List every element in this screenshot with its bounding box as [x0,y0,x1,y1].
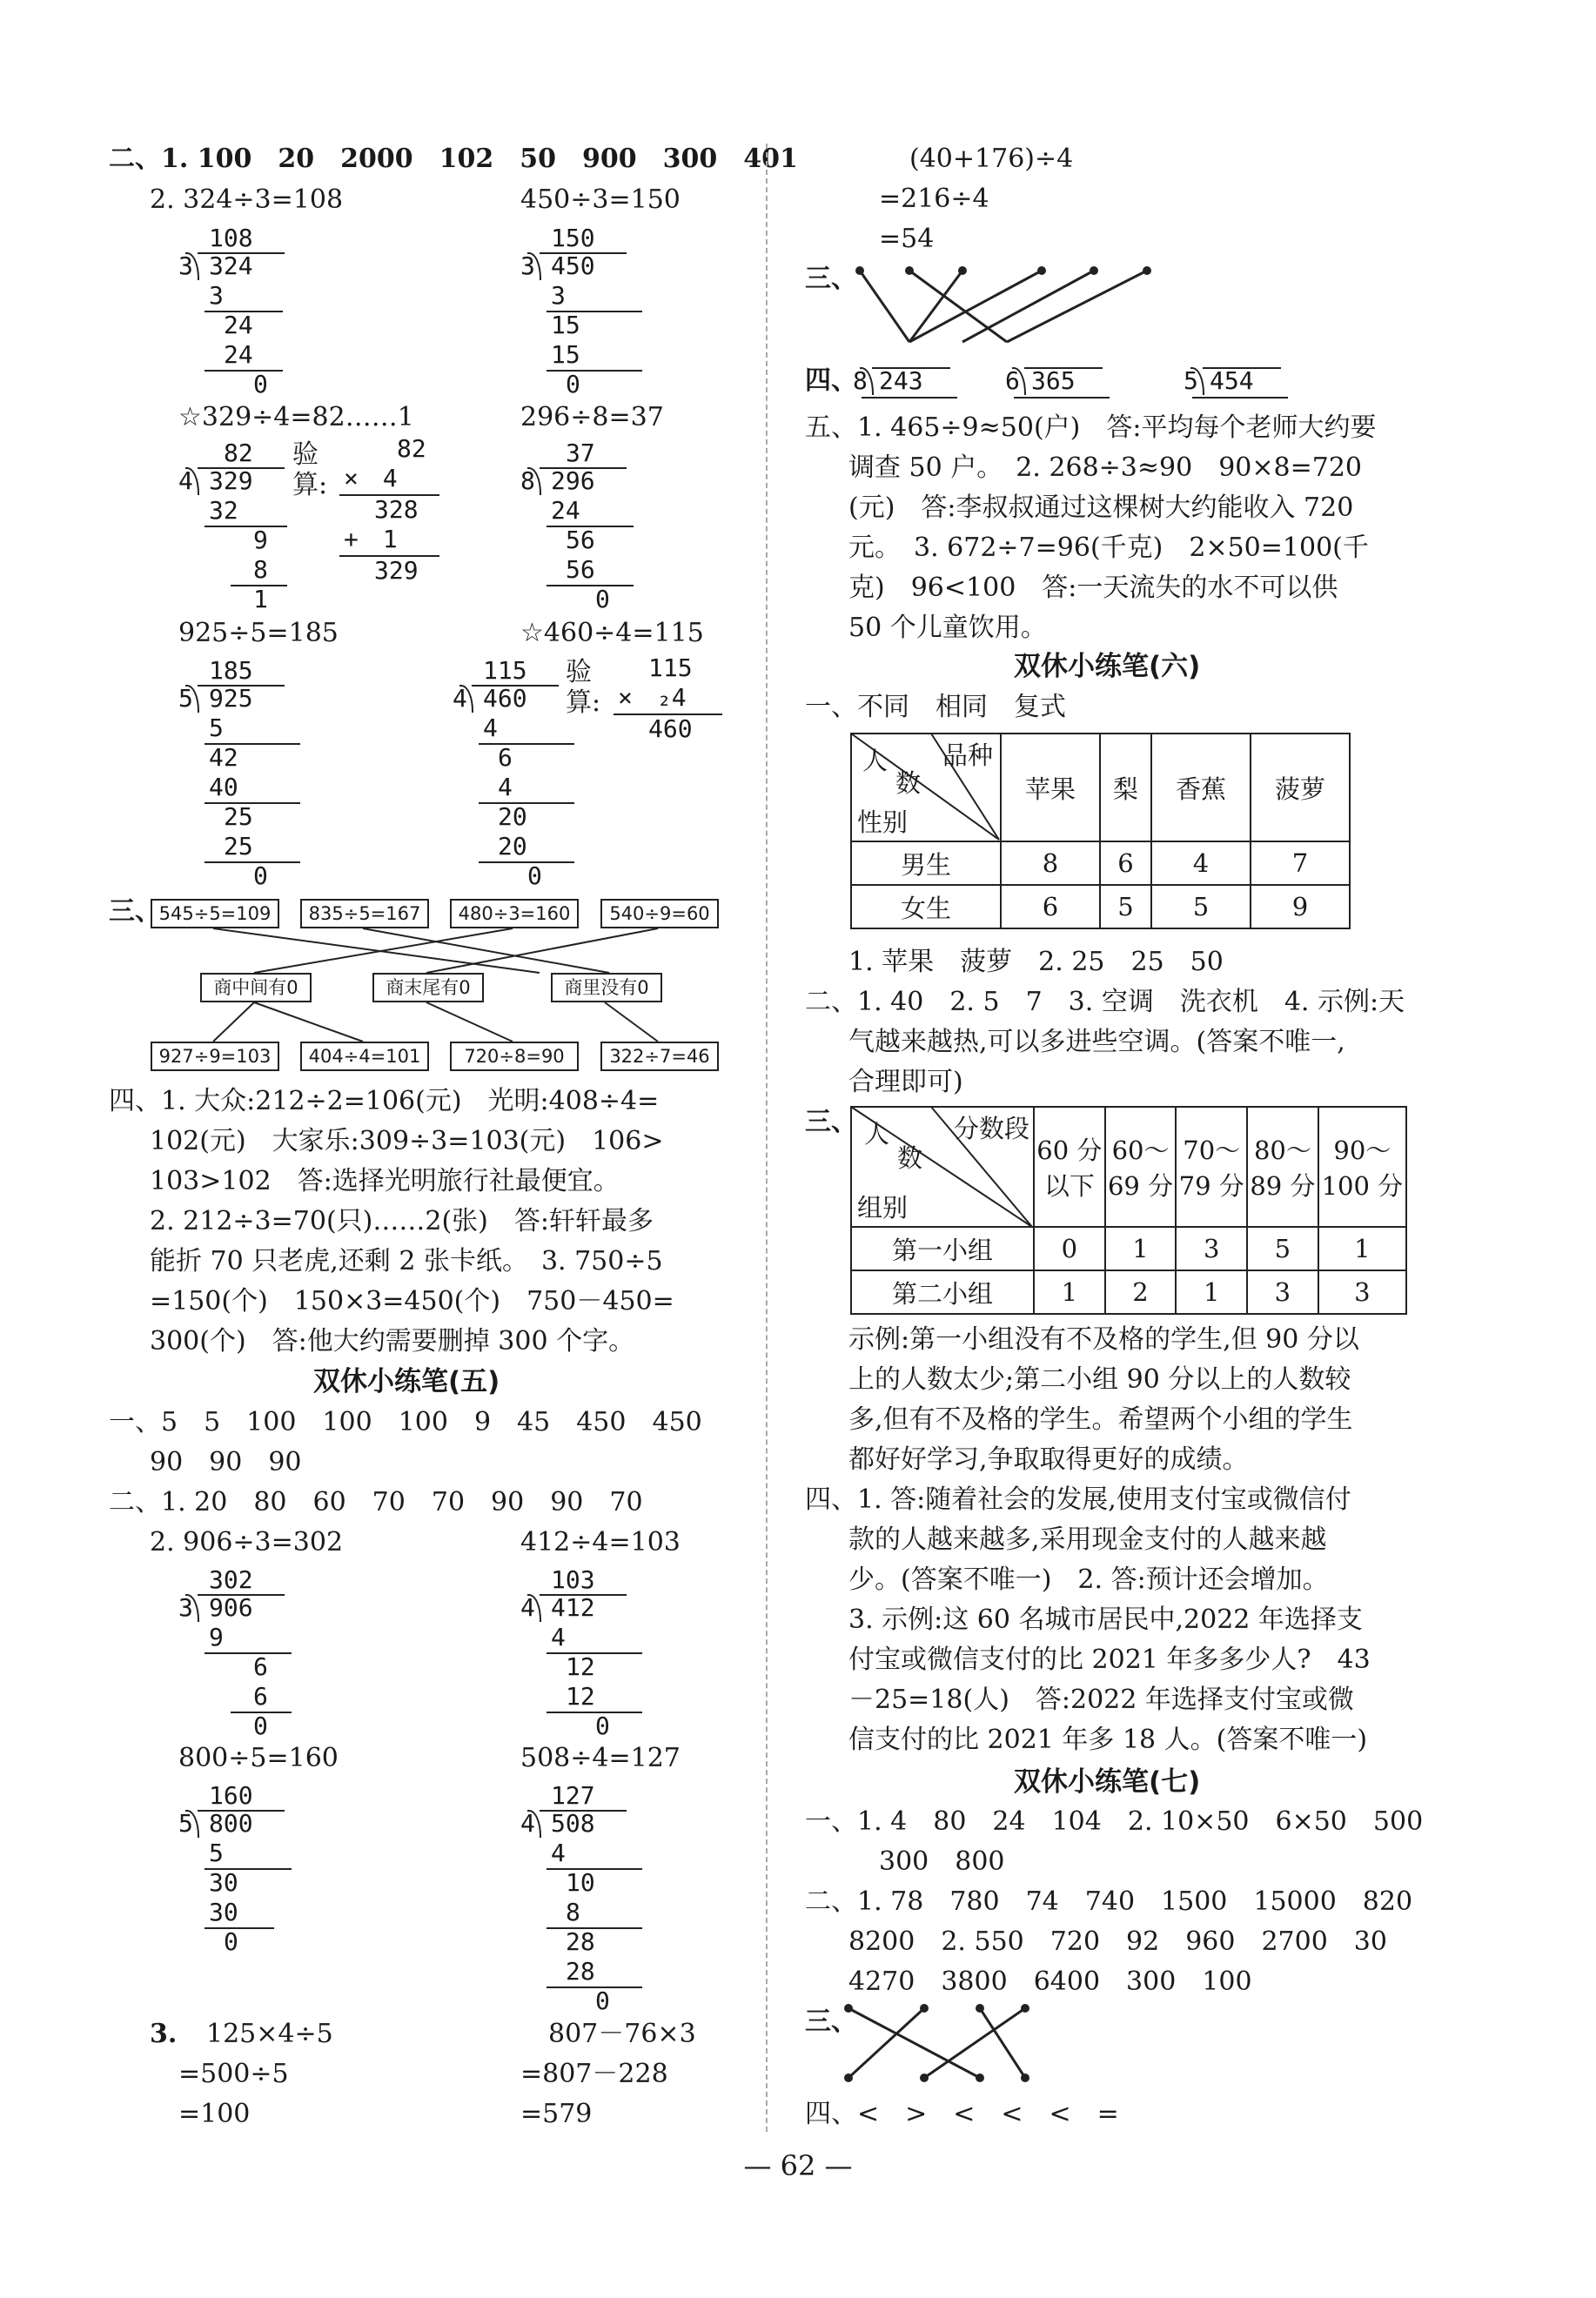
table-cell: 5 [1151,885,1251,928]
right-p6-s4: 付宝或微信支付的比 2021 年多多少人? 43 [848,1645,1371,1675]
match-mid-3: 商里没有0 [551,973,662,1002]
table-cell: 5 [1100,885,1151,928]
table-cell: 3 [1247,1270,1318,1314]
right-p7-s1: 300 800 [879,1846,1005,1877]
right-p7-s2: 二、1. 78 780 74 740 1500 15000 820 [805,1886,1413,1917]
match-mid-2: 商末尾有0 [372,973,484,1002]
right-s4-label: 四、 [805,365,857,396]
left-s4-line: 四、1. 大众:212÷2=106(元) 光明:408÷4= [109,1086,660,1116]
match-top-4: 540÷9=60 [600,899,719,928]
right-p6-s3-text: 示例:第一小组没有不及格的学生,但 90 分以 [848,1324,1359,1355]
table-header: 60 分 以下 [1034,1107,1105,1227]
left-p5-s3-a: =500÷5 [178,2059,289,2089]
table-row-label: 第二小组 [851,1270,1034,1314]
table-row-label: 第一小组 [851,1227,1034,1270]
left-p5-s3-a: =100 [178,2099,251,2129]
quotient: 108 [209,224,253,252]
left-s4-line: 2. 212÷3=70(只)……2(张) 答:轩轩最多 [150,1206,654,1236]
left-p5-eq-508: 508÷4=127 [520,1743,681,1773]
table-corner: 分数段 人 数 组别 [851,1107,1034,1227]
right-p6-s2: 二、1. 40 2. 5 7 3. 空调 洗衣机 4. 示例:天 [805,987,1405,1017]
table-cell: 2 [1105,1270,1177,1314]
match-top-3: 480÷3=160 [450,899,579,928]
right-p6-s3-text: 多,但有不及格的学生。希望两个小组的学生 [848,1404,1353,1435]
left-p5-s3-b: 807－76×3 [548,2019,696,2049]
right-s5-line: 五、1. 465÷9≈50(户) 答:平均每个老师大约要 [805,412,1377,443]
section-title-6: 双休小练笔(六) [1014,651,1201,682]
table-score-distribution [850,1106,1407,1315]
page-number: — 62 — [743,2149,853,2182]
match-mid-1: 商中间有0 [200,973,312,1002]
right-p7-s2: 4270 3800 6400 300 100 [848,1966,1252,1997]
left-p5-eq-412: 412÷4=103 [520,1527,681,1558]
table-cell: 1 [1105,1227,1177,1270]
right-p6-s1: 一、不同 相同 复式 [805,692,1066,722]
left-p5-s1: 一、5 5 100 100 100 9 45 450 450 [109,1407,702,1437]
right-p6-s2: 合理即可) [848,1067,963,1097]
left-p5-s1: 90 90 90 [150,1447,302,1477]
right-s5-line: 调查 50 户。 2. 268÷3≈90 90×8=720 [848,452,1362,483]
right-p6-s4: 信支付的比 2021 年多 18 人。(答案不唯一) [848,1725,1368,1755]
right-p6-s1-answer: 1. 苹果 菠萝 2. 25 25 50 [848,947,1224,977]
table-header: 菠萝 [1251,734,1350,841]
table-header: 70～ 79 分 [1176,1107,1247,1227]
left-s4-line: 能折 70 只老虎,还剩 2 张卡纸。 3. 750÷5 [150,1246,663,1276]
left-s4-line: 103>102 答:选择光明旅行社最便宜。 [150,1166,620,1196]
column-divider [766,144,768,2132]
table-fruit-preference [850,733,1351,929]
left-s2-eq-450: 450÷3=150 [520,184,681,215]
left-p5-s3-a: 125×4÷5 [206,2019,333,2049]
left-eq-296: 296÷8=37 [520,402,664,432]
right-p7-s2: 8200 2. 550 720 92 960 2700 30 [848,1926,1387,1957]
right-p7-s3-label: 三、 [805,2007,857,2037]
right-s5-line: 元。 3. 672÷7=96(千克) 2×50=100(千 [848,533,1369,563]
table-header: 苹果 [1001,734,1100,841]
right-p6-s4: －25=18(人) 答:2022 年选择支付宝或微 [848,1685,1354,1715]
left-s2-line1: 二、1. 100 20 2000 102 50 900 300 401 [109,144,798,174]
table-cell: 9 [1251,885,1350,928]
match-bottom-4: 322÷7=46 [600,1042,719,1071]
right-p7-s4: 四、< > < < < = [805,2099,1119,2129]
left-eq-925: 925÷5=185 [178,618,339,648]
table-row-label: 女生 [851,885,1001,928]
section-title-5: 双休小练笔(五) [313,1366,500,1397]
dividend: 324 [209,251,253,280]
table-cell: 6 [1100,841,1151,885]
left-p5-s3-b: =807－228 [520,2059,668,2089]
table-row-label: 男生 [851,841,1001,885]
right-cont: (40+176)÷4 [909,144,1074,174]
left-s2-eq-324: 2. 324÷3=108 [150,184,344,215]
match-bottom-3: 720÷8=90 [450,1042,579,1071]
section-title-7: 双休小练笔(七) [1014,1766,1201,1798]
left-s4-line: =150(个) 150×3=450(个) 750－450= [150,1286,674,1316]
left-p5-eq-800: 800÷5=160 [178,1743,339,1773]
table-cell: 6 [1001,885,1100,928]
table-header: 60～ 69 分 [1105,1107,1177,1227]
left-eq-460: ☆460÷4=115 [520,618,704,648]
left-eq-329: ☆329÷4=82……1 [178,402,414,432]
table-cell: 4 [1151,841,1251,885]
left-s4-line: 300(个) 答:他大约需要删掉 300 个字。 [150,1326,635,1357]
verify-label: 验 [292,439,319,470]
left-p5-s2: 二、1. 20 80 60 70 70 90 90 70 [109,1487,643,1517]
right-p6-s2: 气越来越热,可以多进些空调。(答案不唯一, [848,1027,1345,1057]
table-header: 80～ 89 分 [1247,1107,1318,1227]
match-bottom-2: 404÷4=101 [300,1042,429,1071]
right-p6-s4: 少。(答案不唯一) 2. 答:预计还会增加。 [848,1564,1329,1595]
right-s5-line: 50 个儿童饮用。 [848,613,1047,643]
left-p5-s3-num: 3. [150,2019,178,2049]
table-header: 香蕉 [1151,734,1251,841]
right-p6-s3-text: 上的人数太少;第二小组 90 分以上的人数较 [848,1364,1351,1395]
table-cell: 1 [1318,1227,1406,1270]
verify-label: 算: [566,687,601,718]
left-p5-s3-b: =579 [520,2099,593,2129]
right-s5-line: 克) 96<100 答:一天流失的水不可以供 [848,573,1338,603]
right-p6-s4: 四、1. 答:随着社会的发展,使用支付宝或微信付 [805,1484,1351,1515]
left-p5-eq-906: 2. 906÷3=302 [150,1527,344,1558]
right-p7-s1: 一、1. 4 80 24 104 2. 10×50 6×50 500 [805,1806,1424,1837]
table-cell: 0 [1034,1227,1105,1270]
verify-label: 验 [566,657,592,687]
right-s3-lines [860,271,1147,342]
table-cell: 1 [1034,1270,1105,1314]
right-p6-s3-label: 三、 [805,1107,857,1137]
table-cell: 3 [1318,1270,1406,1314]
match-bottom-1: 927÷9=103 [151,1042,279,1071]
match-top-2: 835÷5=167 [300,899,429,928]
right-p6-s3-text: 都好好学习,争取取得更好的成绩。 [848,1444,1249,1475]
match-top-1: 545÷5=109 [151,899,279,928]
table-cell: 8 [1001,841,1100,885]
table-cell: 7 [1251,841,1350,885]
right-p6-s4: 3. 示例:这 60 名城市居民中,2022 年选择支 [848,1605,1363,1635]
left-s4-line: 102(元) 大家乐:309÷3=103(元) 106> [150,1126,664,1156]
table-header: 梨 [1100,734,1151,841]
left-s3-label: 三、 [109,896,161,927]
right-p6-s4: 款的人越来越多,采用现金支付的人越来越 [848,1524,1327,1555]
right-cont: =216÷4 [879,184,989,214]
table-corner: 品种 人 数 性别 [851,734,1001,841]
table-header: 90～ 100 分 [1318,1107,1406,1227]
table-cell: 1 [1176,1270,1247,1314]
right-s5-line: (元) 答:李叔叔通过这棵树大约能收入 720 [848,492,1354,523]
table-cell: 5 [1247,1227,1318,1270]
right-s3-label: 三、 [805,264,857,294]
verify-label: 算: [292,470,328,500]
right-cont: =54 [879,224,935,254]
table-cell: 3 [1176,1227,1247,1270]
right-p7-s3-lines [848,2008,1025,2078]
page-number-value: 62 [780,2149,816,2182]
